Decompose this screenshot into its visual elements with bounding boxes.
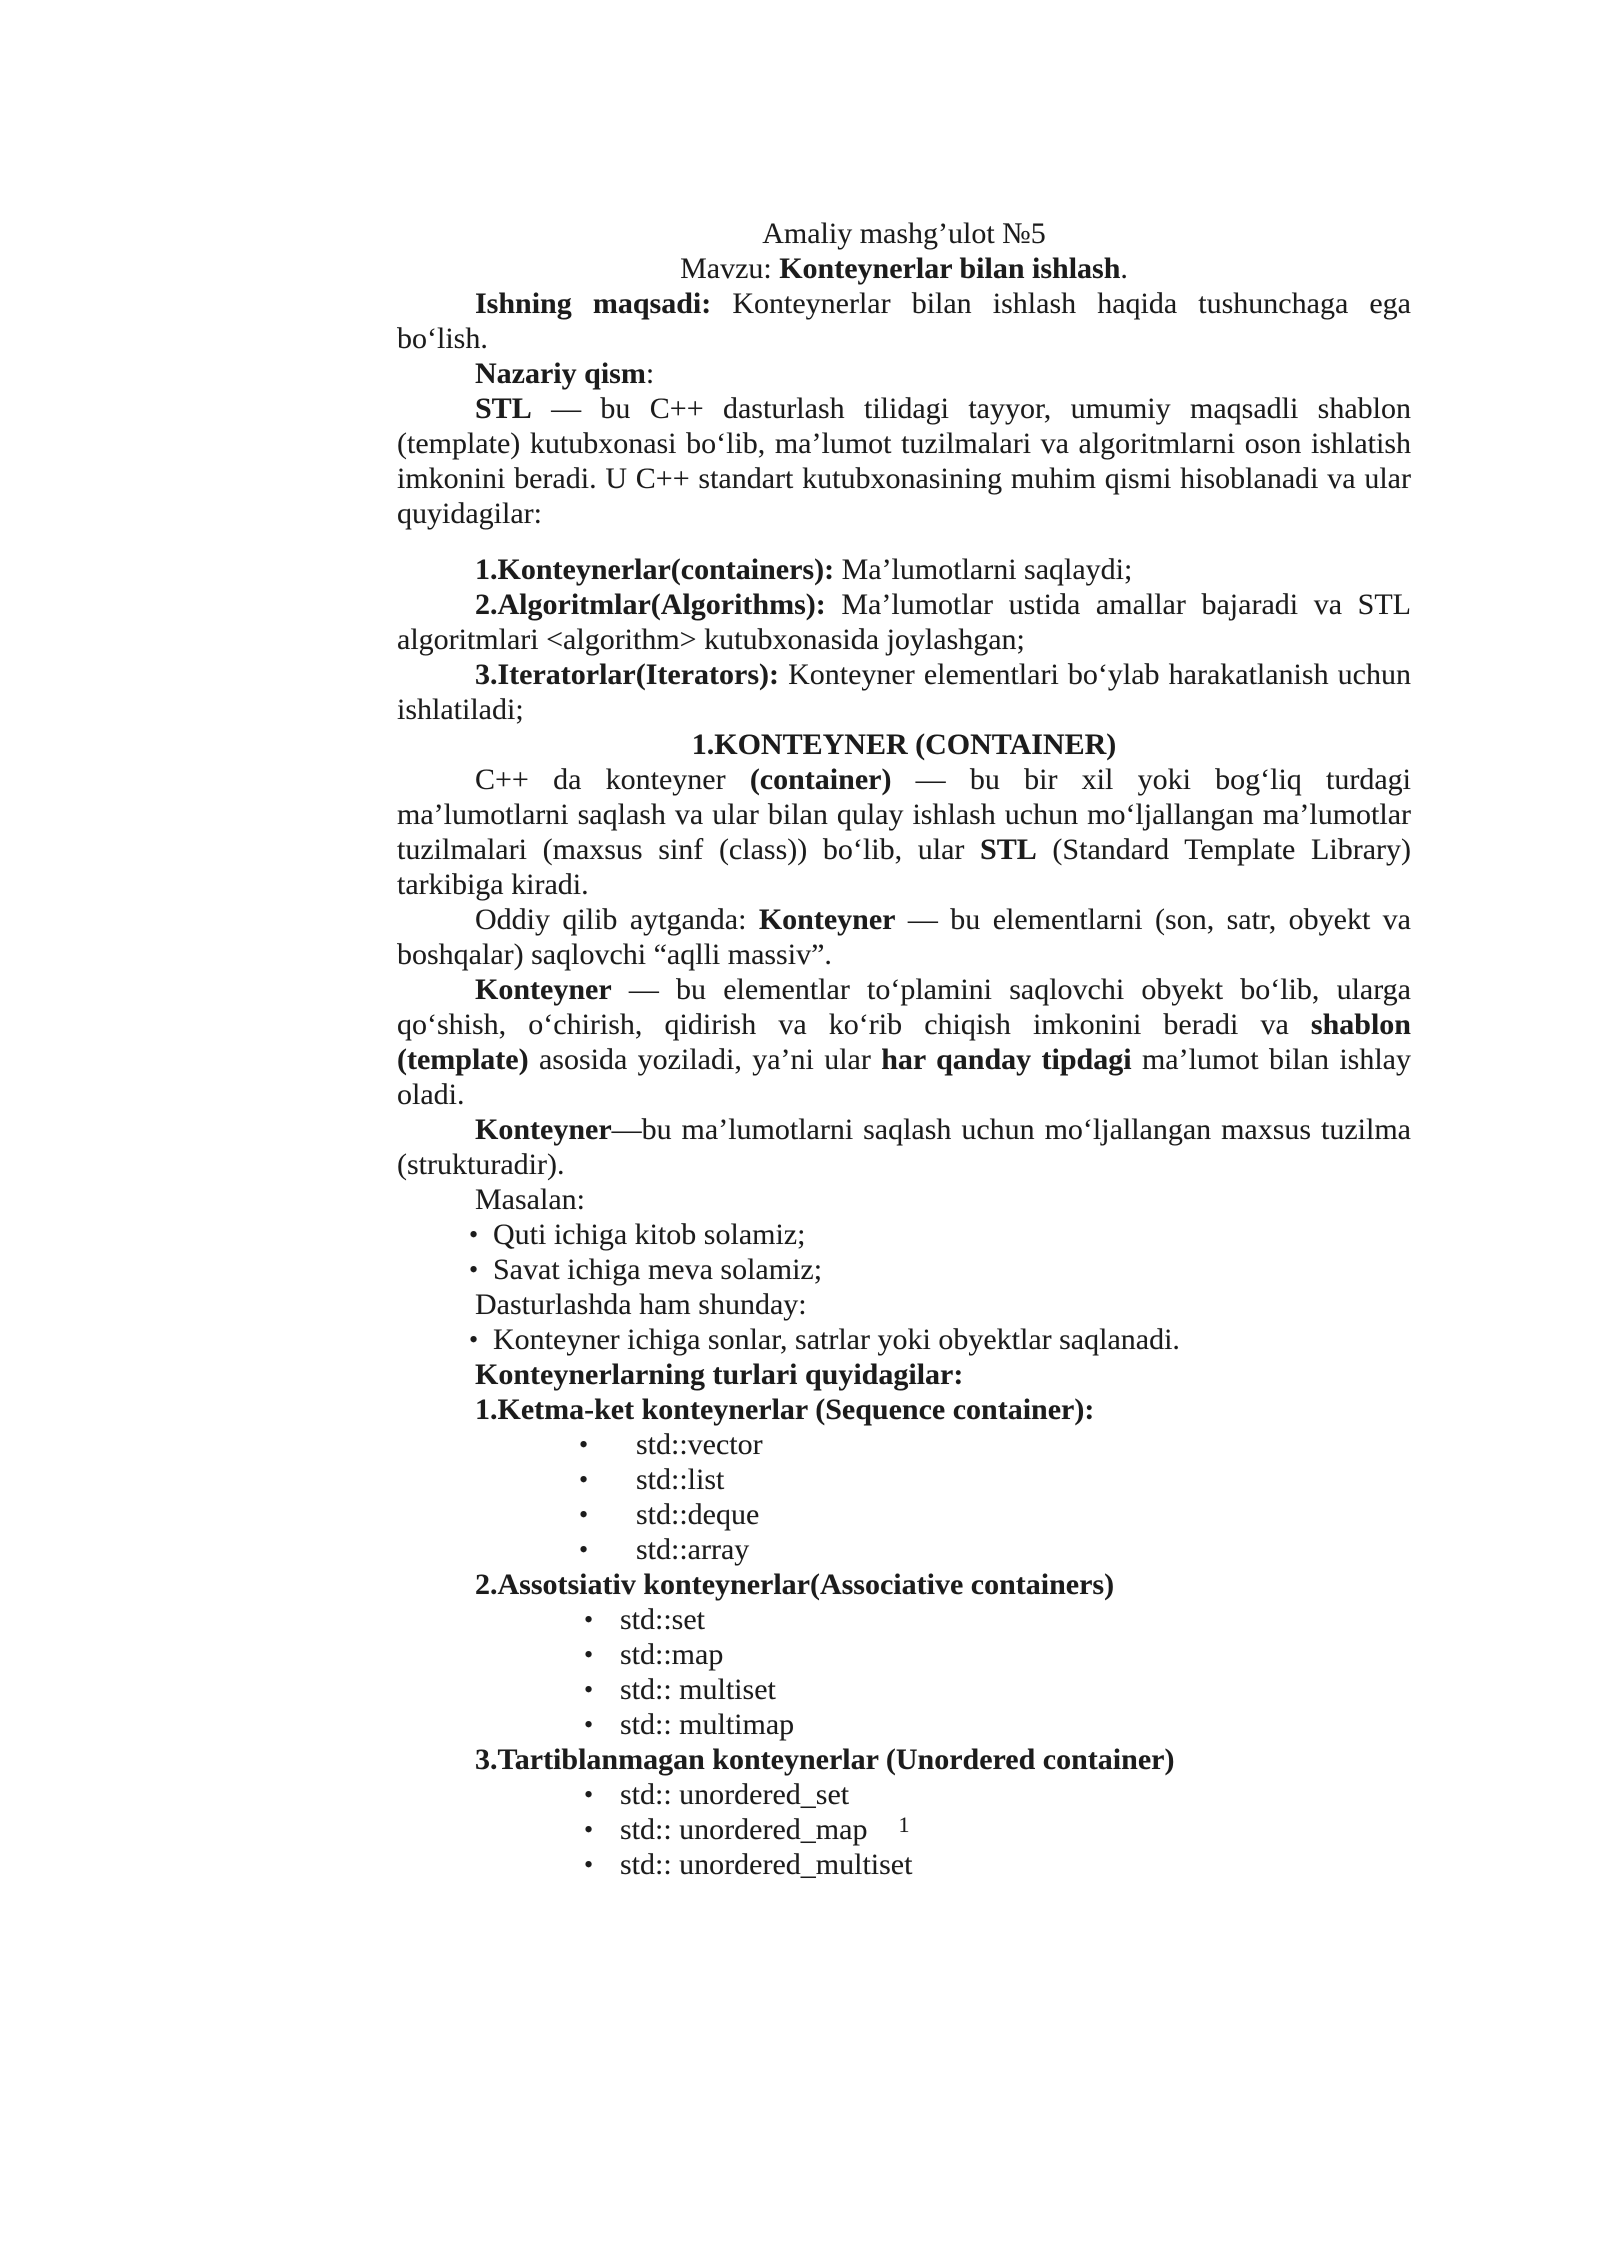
text-run: std::deque bbox=[636, 1498, 760, 1531]
text-run: — bu elementlarni (son, satr, obyekt va boshqalar) saqlovchi “aqlli massiv”. bbox=[397, 903, 1411, 971]
text-run: 1.Ketma-ket konteynerlar (Sequence container): bbox=[475, 1393, 1095, 1426]
paragraph bbox=[397, 657, 1411, 727]
bullet-item bbox=[397, 1252, 1411, 1287]
text-run: std:: multimap bbox=[620, 1708, 795, 1741]
paragraph bbox=[397, 356, 1411, 391]
text-run: Savat ichiga meva solamiz; bbox=[493, 1253, 823, 1286]
bullet-text bbox=[620, 1847, 1411, 1882]
bullet-text bbox=[620, 1777, 1411, 1812]
bullet-item bbox=[397, 1777, 1411, 1812]
bullet-icon: • bbox=[579, 1430, 589, 1459]
text-run: std::array bbox=[636, 1533, 750, 1566]
bullet-text bbox=[620, 1602, 1411, 1637]
text-run: asosida yoziladi, ya’ni ular bbox=[528, 1043, 882, 1076]
bullet-icon: • bbox=[584, 1710, 594, 1739]
bullet-icon: • bbox=[584, 1850, 594, 1879]
text-run: std::list bbox=[636, 1463, 725, 1496]
bullet-icon: • bbox=[579, 1535, 589, 1564]
bullet-item bbox=[397, 1707, 1411, 1742]
blank-line bbox=[397, 531, 1411, 552]
document-content bbox=[397, 216, 1411, 1882]
paragraph bbox=[397, 902, 1411, 972]
bullet-text bbox=[636, 1532, 1411, 1567]
text-run: Quti ichiga kitob solamiz; bbox=[493, 1218, 806, 1251]
centered-heading bbox=[397, 251, 1411, 286]
text-run: 2.Assotsiativ konteynerlar(Associative containers) bbox=[475, 1568, 1115, 1601]
text-run: (Standard Template Library) tarkibiga kiradi. bbox=[397, 833, 1411, 901]
text-run: : bbox=[645, 357, 655, 390]
bullet-icon: • bbox=[469, 1255, 479, 1284]
text-run: std:: unordered_map bbox=[620, 1813, 868, 1846]
text-run: std::map bbox=[620, 1638, 724, 1671]
text-run: 1.KONTEYNER (CONTAINER) bbox=[691, 728, 1117, 761]
text-run: — bu bir xil yoki bog‘liq turdagi ma’lumotlarni saqlash va ular bilan qulay ishlash uchun mo‘ljallangan ma’lumotlar tuzilmalari (maxsus sinf (class)) bo‘lib, ular bbox=[397, 763, 1412, 866]
text-run: 3.Iteratorlar(Iterators): bbox=[475, 658, 779, 691]
paragraph bbox=[397, 1567, 1411, 1602]
text-run: (container) bbox=[749, 763, 892, 796]
bullet-icon: • bbox=[584, 1675, 594, 1704]
text-run: Konteyner elementlari bo‘ylab harakatlanish uchun ishlatiladi; bbox=[397, 658, 1411, 726]
bullet-text bbox=[620, 1707, 1411, 1742]
paragraph bbox=[397, 587, 1411, 657]
paragraph bbox=[397, 1392, 1411, 1427]
text-run: Dasturlashda ham shunday: bbox=[475, 1288, 807, 1321]
text-run: Konteynerlar bilan ishlash bbox=[779, 252, 1121, 285]
bullet-item bbox=[397, 1462, 1411, 1497]
text-run: . bbox=[1120, 252, 1128, 285]
text-run: Nazariy qism bbox=[475, 357, 646, 390]
text-run: std::vector bbox=[636, 1428, 763, 1461]
text-run: ma’lumot bilan ishlay oladi. bbox=[397, 1043, 1411, 1111]
text-run: Oddiy qilib aytganda: bbox=[475, 903, 759, 936]
bullet-item bbox=[397, 1427, 1411, 1462]
text-run: C++ da konteyner bbox=[475, 763, 750, 796]
bullet-text bbox=[620, 1672, 1411, 1707]
text-run: Konteyner bbox=[758, 903, 896, 936]
bullet-icon: • bbox=[469, 1220, 479, 1249]
bullet-item bbox=[397, 1497, 1411, 1532]
bullet-item bbox=[397, 1322, 1411, 1357]
text-run: std:: unordered_set bbox=[620, 1778, 850, 1811]
bullet-text bbox=[493, 1322, 1411, 1357]
paragraph bbox=[397, 1182, 1411, 1217]
text-run: Konteynerlarning turlari quyidagilar: bbox=[475, 1358, 964, 1391]
text-run: Ma’lumotlarni saqlaydi; bbox=[834, 553, 1133, 586]
text-run: Amaliy mashg’ulot №5 bbox=[762, 217, 1046, 250]
paragraph bbox=[397, 972, 1411, 1112]
text-run: Ishning maqsadi: bbox=[475, 287, 712, 320]
bullet-text bbox=[493, 1252, 1411, 1287]
text-run: Konteynerlar bilan ishlash haqida tushunchaga ega bo‘lish. bbox=[397, 287, 1411, 355]
bullet-text bbox=[636, 1497, 1411, 1532]
bullet-icon: • bbox=[584, 1815, 594, 1844]
centered-heading bbox=[397, 216, 1411, 251]
text-run: shablon (template) bbox=[397, 1008, 1411, 1076]
paragraph bbox=[397, 1742, 1411, 1777]
bullet-text bbox=[636, 1427, 1411, 1462]
bullet-text bbox=[636, 1462, 1411, 1497]
paragraph bbox=[397, 762, 1411, 902]
bullet-item bbox=[397, 1532, 1411, 1567]
text-run: — bu elementlar to‘plamini saqlovchi obyekt bo‘lib, ularga qo‘shish, o‘chirish, qidirish va ko‘rib chiqish imkonini beradi va bbox=[397, 973, 1411, 1041]
text-run: STL bbox=[475, 392, 532, 425]
text-run: 3.Tartiblanmagan konteynerlar (Unordered container) bbox=[475, 1743, 1175, 1776]
text-run: Konteyner ichiga sonlar, satrlar yoki obyektlar saqlanadi. bbox=[493, 1323, 1180, 1356]
centered-heading bbox=[397, 727, 1411, 762]
text-run: har qanday tipdagi bbox=[881, 1043, 1132, 1076]
bullet-text bbox=[620, 1637, 1411, 1672]
text-run: Konteyner bbox=[475, 1113, 612, 1146]
text-run: — bu C++ dasturlash tilidagi tayyor, umumiy maqsadli shablon (template) kutubxonasi bo‘lib, ma’lumot tuzilmalari va algoritmlarni oson ishlatish imkonini beradi. U C++ standart kutubxonasining muhim qismi hisoblanadi va ular quyidagilar: bbox=[397, 392, 1411, 530]
bullet-item bbox=[397, 1672, 1411, 1707]
bullet-item bbox=[397, 1602, 1411, 1637]
paragraph bbox=[397, 286, 1411, 356]
bullet-icon: • bbox=[579, 1500, 589, 1529]
paragraph bbox=[397, 1112, 1411, 1182]
bullet-item bbox=[397, 1847, 1411, 1882]
bullet-item bbox=[397, 1217, 1411, 1252]
bullet-icon: • bbox=[469, 1325, 479, 1354]
bullet-icon: • bbox=[584, 1605, 594, 1634]
bullet-icon: • bbox=[584, 1640, 594, 1669]
paragraph bbox=[397, 552, 1411, 587]
text-run: Konteyner bbox=[475, 973, 612, 1006]
text-run: 2.Algoritmlar(Algorithms): bbox=[475, 588, 826, 621]
paragraph bbox=[397, 1287, 1411, 1322]
text-run: std:: unordered_multiset bbox=[620, 1848, 913, 1881]
text-run: Mavzu: bbox=[680, 252, 780, 285]
text-run: STL bbox=[980, 833, 1037, 866]
bullet-icon: • bbox=[579, 1465, 589, 1494]
text-run: Ma’lumotlar ustida amallar bajaradi va STL algoritmlari <algorithm> kutubxonasida joylashgan; bbox=[397, 588, 1411, 656]
bullet-item bbox=[397, 1637, 1411, 1672]
bullet-icon: • bbox=[584, 1780, 594, 1809]
bullet-text bbox=[493, 1217, 1411, 1252]
paragraph bbox=[397, 391, 1411, 531]
text-run: std::set bbox=[620, 1603, 706, 1636]
text-run: 1.Konteynerlar(containers): bbox=[475, 553, 835, 586]
text-run: —bu ma’lumotlarni saqlash uchun mo‘ljallangan maxsus tuzilma (strukturadir). bbox=[397, 1113, 1411, 1181]
page-number: 1 bbox=[898, 1812, 910, 1837]
text-run: Masalan: bbox=[475, 1183, 585, 1216]
text-run: std:: multiset bbox=[620, 1673, 776, 1706]
paragraph bbox=[397, 1357, 1411, 1392]
